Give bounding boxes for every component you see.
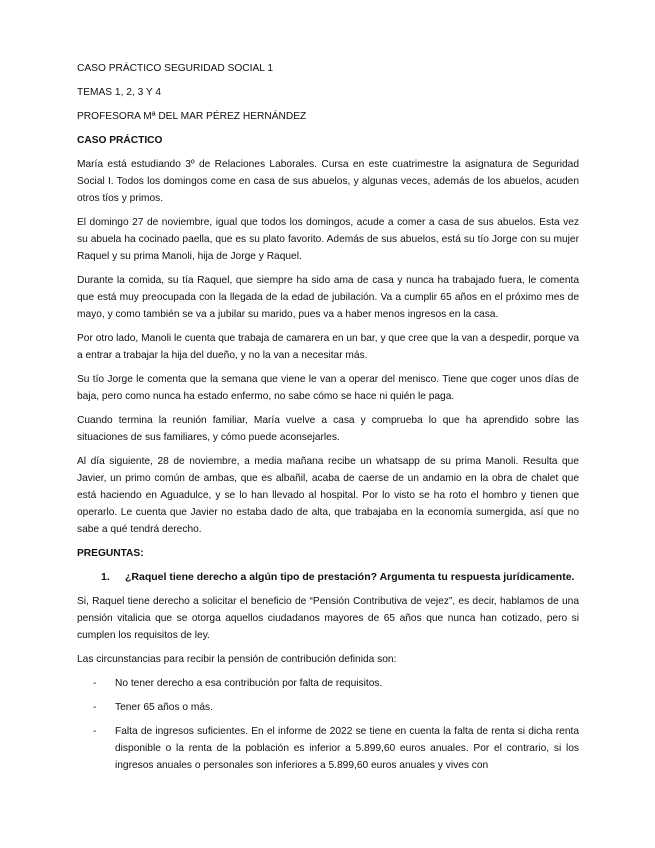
case-paragraph: Al día siguiente, 28 de noviembre, a media mañana recibe un whatsapp de su prima Manoli. Resulta que Javier, un primo común de ambas, que es albañil, acaba de caerse de un andamio en la obra de chalet que está haciendo en Aguadulce, y se lo han llevado al hospital. Por lo visto se ha roto el hombro y tienen que operarlo. Le cuenta que Javier no estaba dado de alta, que trabajaba en la economía sumergida, así que no sabe a qué tendrá derecho. [77, 456, 579, 535]
answer-paragraph: Si, Raquel tiene derecho a solicitar el beneficio de “Pensión Contributiva de vejez”, es decir, hablamos de una pensión vitalicia que se otorga aquellos ciudadanos mayores de 65 años que nunca han cotizado, pero si cumplen los requisitos de ley. [77, 596, 579, 641]
case-paragraph: Cuando termina la reunión familiar, María vuelve a casa y comprueba lo que ha aprendido sobre las situaciones de sus familiares, y cómo puede aconsejarles. [77, 415, 579, 443]
dash-bullet: - [93, 702, 97, 713]
case-heading: CASO PRÁCTICO [77, 135, 163, 146]
questions-heading: PREGUNTAS: [77, 548, 144, 559]
list-item [77, 699, 579, 716]
answer-paragraph: Las circunstancias para recibir la pensión de contribución definida son: [77, 654, 397, 665]
list-item-text: Falta de ingresos suficientes. En el informe de 2022 se tiene en cuenta la falta de renta si dicha renta disponible o la renta de la población es inferior a 5.899,60 euros anuales. Por el contrario, si los ingresos anuales o personales son inferiores a 5.899,60 euros anuales y vives con [115, 726, 579, 771]
list-item [77, 675, 579, 692]
case-paragraph: María está estudiando 3º de Relaciones Laborales. Cursa en este cuatrimestre la asignatura de Seguridad Social I. Todos los domingos come en casa de sus abuelos, y algunas veces, además de los abuelos, acuden otros tíos y primos. [77, 159, 579, 204]
case-paragraph: El domingo 27 de noviembre, igual que todos los domingos, acude a comer a casa de sus abuelos. Esta vez su abuela ha cocinado paella, que es su plato favorito. Además de sus abuelos, está su tío Jorge con su mujer Raquel y su prima Manoli, hija de Jorge y Raquel. [77, 217, 579, 262]
case-paragraph: Por otro lado, Manoli le cuenta que trabaja de camarera en un bar, y que cree que la van a despedir, porque va a entrar a trabajar la hija del dueño, y no la van a necesitar más. [77, 333, 579, 361]
dash-bullet: - [93, 726, 97, 737]
professor-line: PROFESORA Mª DEL MAR PÉREZ HERNÁNDEZ [77, 111, 307, 122]
dash-bullet: - [93, 678, 97, 689]
case-paragraph: Su tío Jorge le comenta que la semana que viene le van a operar del menisco. Tiene que coger unos días de baja, pero como nunca ha estado enfermo, no sabe cómo se hace ni quién le paga. [77, 374, 579, 402]
question-number: 1. [101, 571, 110, 583]
question-1 [77, 569, 579, 586]
topics-line: TEMAS 1, 2, 3 Y 4 [77, 87, 161, 98]
document-title: CASO PRÁCTICO SEGURIDAD SOCIAL 1 [77, 63, 274, 74]
question-text: ¿Raquel tiene derecho a algún tipo de prestación? Argumenta tu respuesta jurídicamente. [125, 571, 575, 583]
list-item [77, 723, 579, 774]
list-item-text: No tener derecho a esa contribución por falta de requisitos. [115, 678, 383, 689]
case-paragraph: Durante la comida, su tía Raquel, que siempre ha sido ama de casa y nunca ha trabajado fuera, le comenta que está muy preocupada con la llegada de la edad de jubilación. Va a cumplir 65 años en el próximo mes de mayo, y como también se va a jubilar su marido, pues va a haber menos ingresos en la casa. [77, 275, 579, 320]
list-item-text: Tener 65 años o más. [115, 702, 213, 713]
